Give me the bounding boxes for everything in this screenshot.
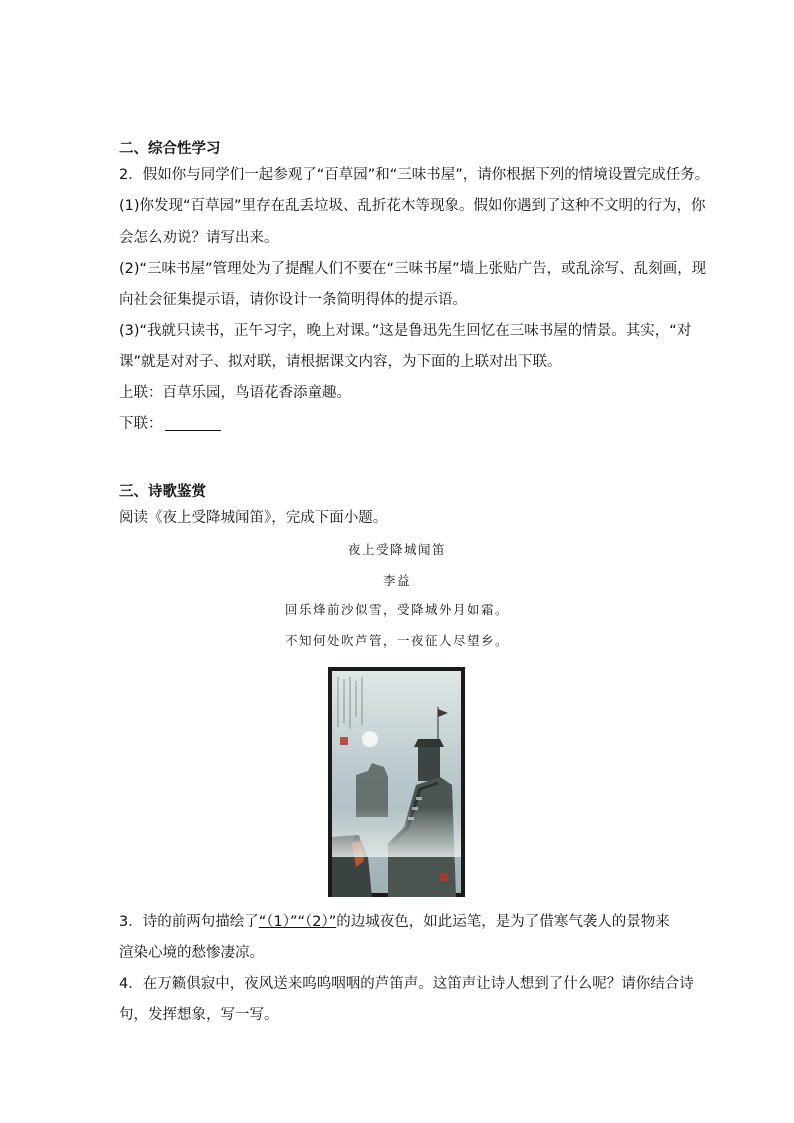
q3-suffix: 的边城夜色，如此运笔，是为了借寒气袭人的景物来 bbox=[336, 914, 670, 930]
q2-3-line2: 课”就是对对子、拟对联，请根据课文内容，为下面的上联对出下联。 bbox=[119, 354, 562, 370]
q4-line2: 句，发挥想象，写一写。 bbox=[119, 1007, 279, 1023]
q4-line1: 4．在万籁俱寂中，夜风送来呜呜咽咽的芦笛声。这笛声让诗人想到了什么呢？请你结合诗 bbox=[119, 976, 694, 992]
q3-line1 bbox=[119, 912, 670, 932]
answer-blank[interactable] bbox=[165, 416, 221, 431]
q3-blank[interactable]: “（1）”“（2）” bbox=[258, 914, 337, 930]
poem-line-2: 不知何处吹芦管，一夜征人尽望乡。 bbox=[284, 633, 509, 648]
section3-heading: 三、诗歌鉴赏 bbox=[119, 484, 206, 500]
q2-intro: 2．假如你与同学们一起参观了“百草园”和“三味书屋”，请你根据下列的情境设置完成任务。 bbox=[119, 167, 710, 183]
q2-2-line1: (2)“三味书屋”管理处为了提醒人们不要在“三味书屋”墙上张贴广告，或乱涂写、乱刻画，现 bbox=[119, 261, 707, 277]
couplet-lower bbox=[119, 414, 221, 434]
couplet-lower-label: 下联： bbox=[119, 416, 163, 432]
q2-1-line2: 会怎么劝说？请写出来。 bbox=[119, 230, 279, 246]
poem-line-1: 回乐烽前沙似雪，受降城外月如霜。 bbox=[284, 602, 509, 617]
painting-image bbox=[328, 667, 465, 897]
couplet-upper: 上联：百草乐园，鸟语花香添童趣。 bbox=[119, 385, 351, 401]
q3-line2: 渲染心境的愁惨凄凉。 bbox=[119, 945, 264, 961]
q2-1-line1: (1)你发现“百草园”里存在乱丢垃圾、乱折花木等现象。假如你遇到了这种不文明的行为，你 bbox=[119, 198, 706, 214]
section2-heading: 二、综合性学习 bbox=[119, 141, 221, 157]
poem-instruction: 阅读《夜上受降城闻笛》，完成下面小题。 bbox=[119, 510, 388, 526]
poem-title: 夜上受降城闻笛 bbox=[347, 542, 446, 557]
q3-prefix: 3．诗的前两句描绘了 bbox=[119, 914, 259, 930]
q2-3-line1: (3)“我就只读书，正午习字，晚上对课。”这是鲁迅先生回忆在三味书屋的情景。其实，“对 bbox=[119, 323, 692, 339]
q2-2-line2: 向社会征集提示语，请你设计一条简明得体的提示语。 bbox=[119, 292, 467, 308]
poem-author: 李益 bbox=[382, 573, 411, 588]
